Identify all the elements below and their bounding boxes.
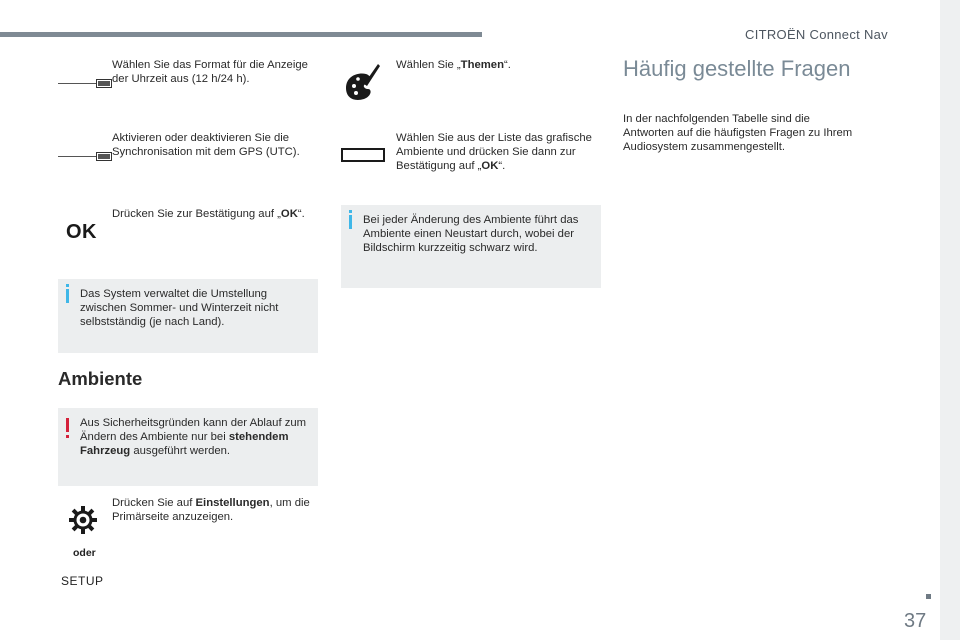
settings-instruction: Drücken Sie auf Einstellungen, um die Primärseite anzuzeigen.: [112, 497, 310, 523]
page-margin-band: [940, 0, 960, 640]
setup-button-label: SETUP: [61, 574, 104, 588]
continuation-marker: [926, 594, 931, 599]
themes-instruction: Wählen Sie „Themen“.: [396, 59, 511, 71]
gps-sync-instruction: Aktivieren oder deaktivieren Sie die Synchronisation mit dem GPS (UTC).: [112, 132, 300, 158]
page-number: 37: [904, 610, 927, 632]
faq-intro: In der nachfolgenden Tabelle sind die Antworten auf die häufigsten Fragen zu Ihrem Audiosystem zusammengestellt.: [623, 113, 853, 153]
ok-icon: OK: [66, 221, 97, 243]
rectangle-icon: [341, 148, 385, 162]
info-note-restart: Bei jeder Änderung des Ambiente führt das Ambiente einen Neustart durch, wobei der Bildschirm kurzzeitig schwarz wird.: [341, 205, 601, 288]
palette-icon: [342, 62, 382, 104]
ambience-select-instruction: Wählen Sie aus der Liste das grafische Ambiente und drücken Sie dann zur Bestätigung auf „OK“.: [396, 132, 592, 172]
warning-icon: [66, 418, 69, 432]
info-icon: [66, 289, 69, 303]
info-note-dst: Das System verwaltet die Umstellung zwischen Sommer- und Winterzeit nicht selbstständig (je nach Land).: [58, 279, 318, 353]
or-label: oder: [73, 547, 96, 559]
settings-gear-icon: [68, 505, 98, 535]
warning-note-stationary: Aus Sicherheitsgründen kann der Ablauf zum Ändern des Ambiente nur bei stehendem Fahrzeug ausgeführt werden.: [58, 408, 318, 486]
info-icon: [349, 215, 352, 229]
confirm-instruction: Drücken Sie zur Bestätigung auf „OK“.: [112, 208, 305, 220]
faq-title: Häufig gestellte Fragen: [623, 56, 851, 81]
header-rule: [0, 32, 482, 37]
format-instruction: Wählen Sie das Format für die Anzeige der Uhrzeit aus (12 h/24 h).: [112, 59, 308, 85]
section-title-ambiente: Ambiente: [58, 368, 143, 389]
brand-label: CITROËN Connect Nav: [745, 27, 888, 42]
